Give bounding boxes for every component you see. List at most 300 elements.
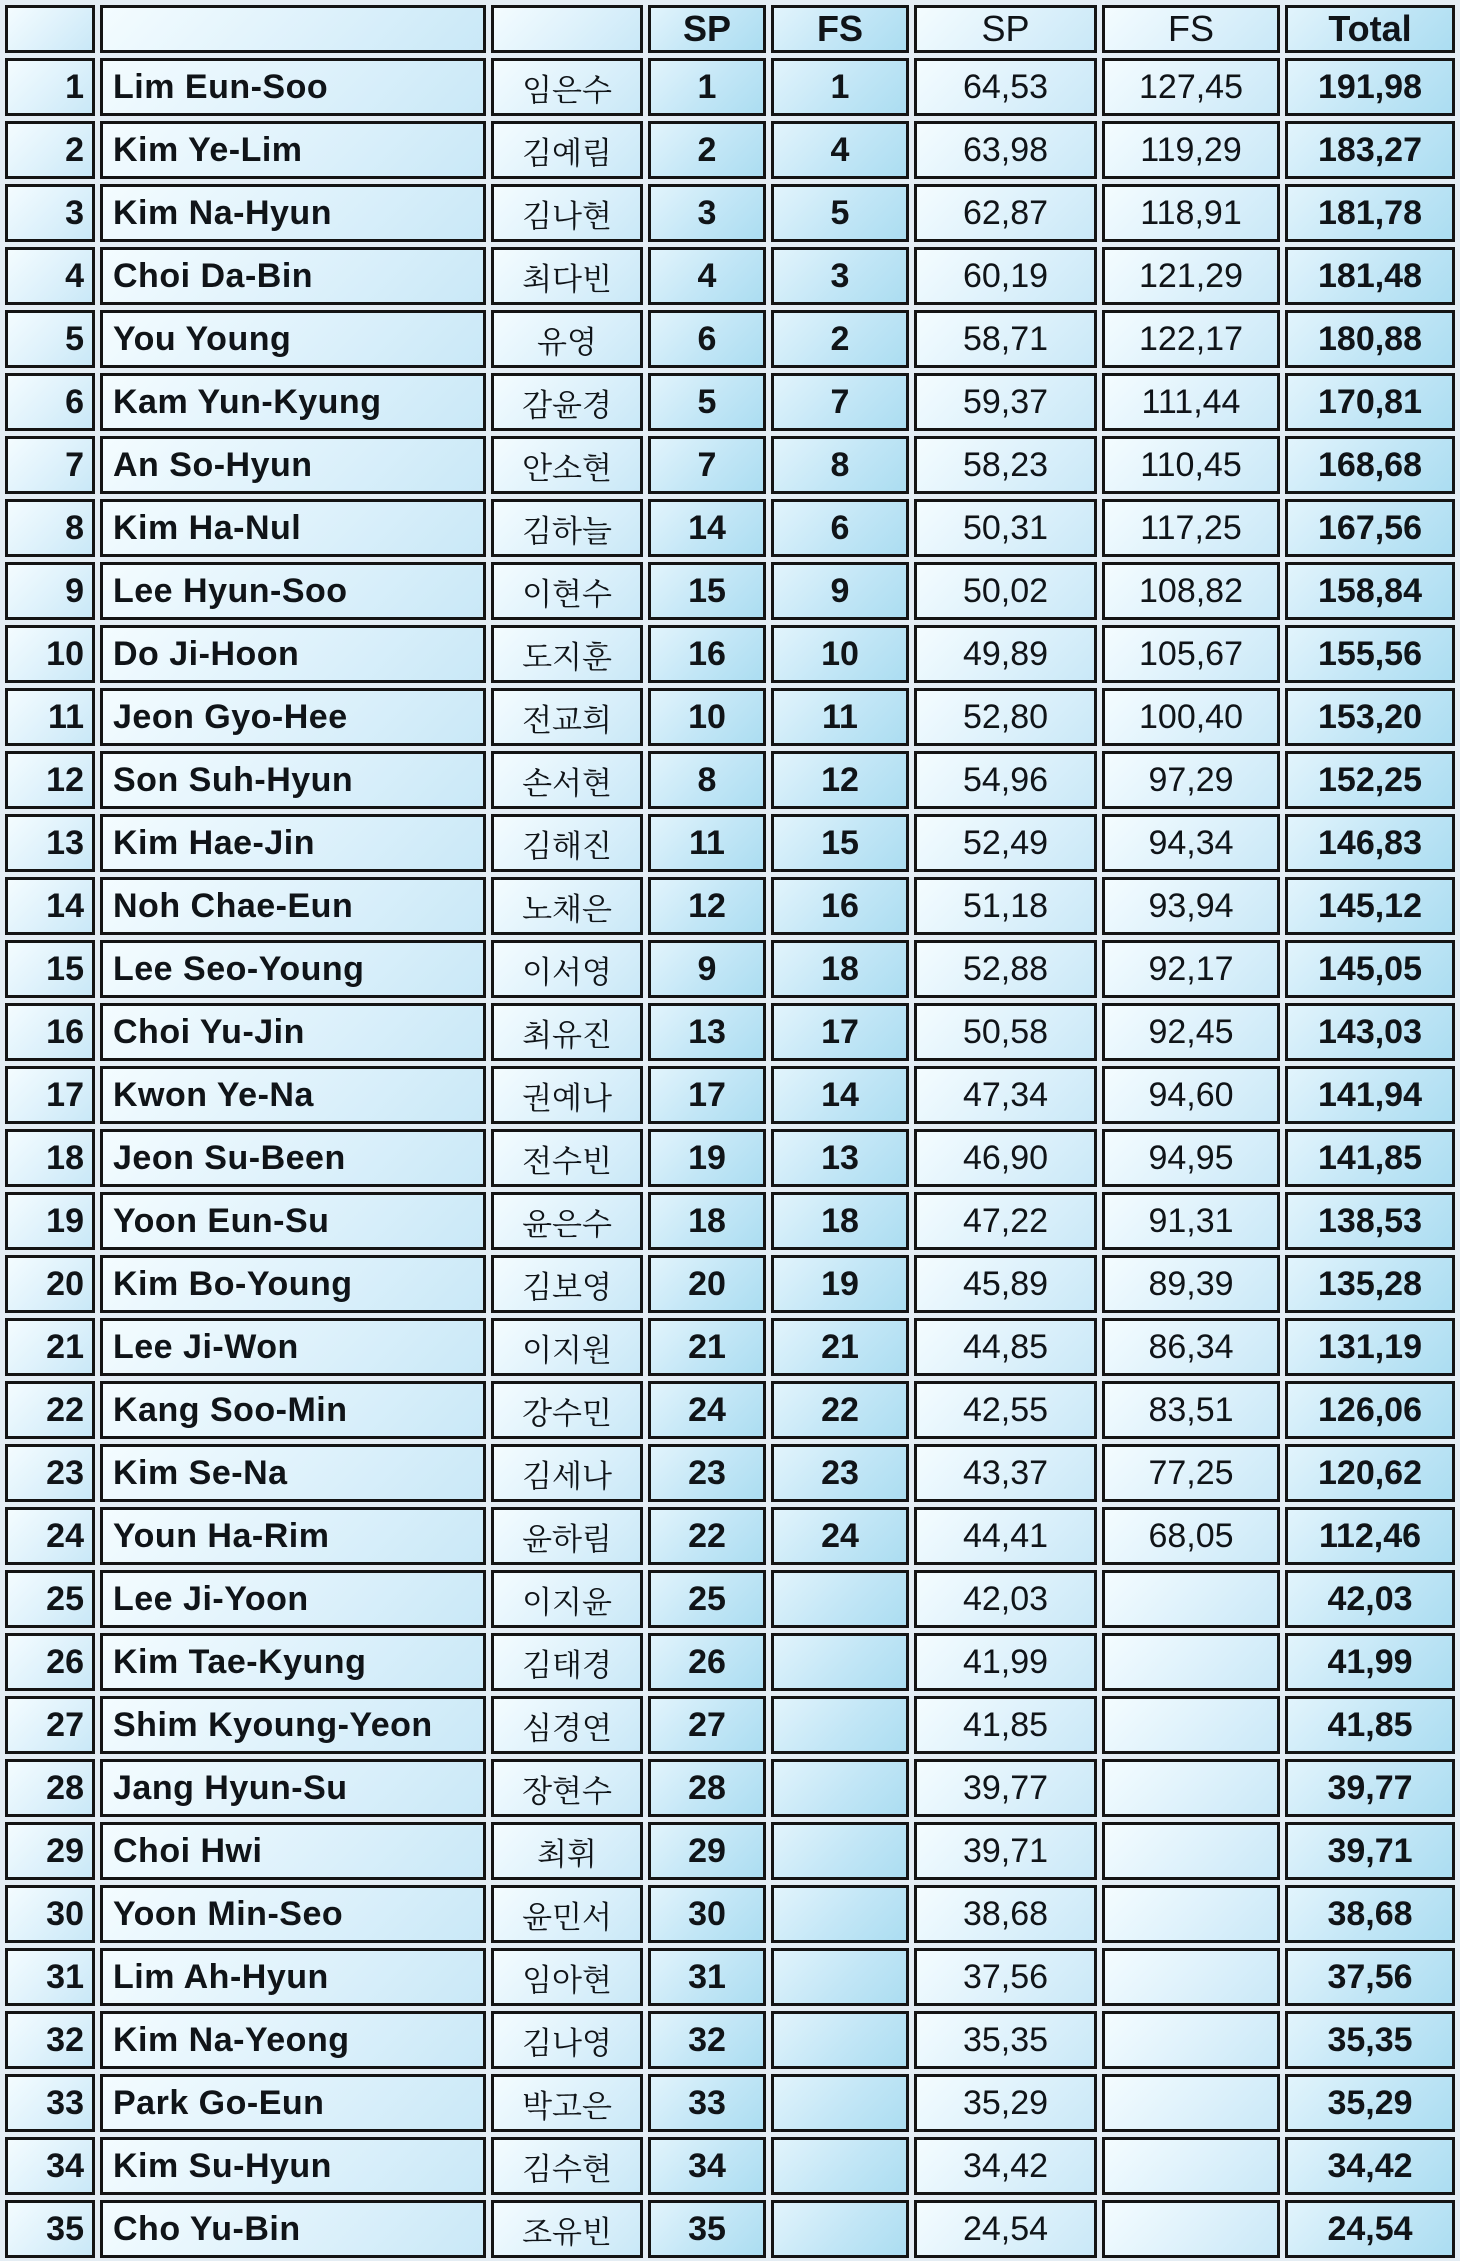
table-row <box>5 1507 1455 1565</box>
cell-sp-rank: 33 <box>648 2074 766 2132</box>
cell-fs-rank <box>771 2011 909 2069</box>
cell-sp-rank: 17 <box>648 1066 766 1124</box>
cell-total: 170,81 <box>1285 373 1455 431</box>
cell-korean-name: 전수빈 <box>491 1129 643 1187</box>
cell-rank: 23 <box>5 1444 95 1502</box>
cell-sp-rank: 1 <box>648 58 766 116</box>
cell-rank: 26 <box>5 1633 95 1691</box>
cell-fs-rank <box>771 2074 909 2132</box>
cell-fs-rank <box>771 1633 909 1691</box>
cell-fs-score <box>1102 2200 1280 2258</box>
cell-total: 42,03 <box>1285 1570 1455 1628</box>
cell-total: 131,19 <box>1285 1318 1455 1376</box>
cell-rank: 18 <box>5 1129 95 1187</box>
cell-rank: 4 <box>5 247 95 305</box>
cell-sp-score: 51,18 <box>914 877 1097 935</box>
table-row <box>5 1570 1455 1628</box>
header-fs-score: FS <box>1102 5 1280 53</box>
cell-sp-score: 34,42 <box>914 2137 1097 2195</box>
cell-sp-score: 45,89 <box>914 1255 1097 1313</box>
cell-korean-name: 손서현 <box>491 751 643 809</box>
cell-name: You Young <box>100 310 486 368</box>
cell-rank: 17 <box>5 1066 95 1124</box>
cell-sp-rank: 15 <box>648 562 766 620</box>
cell-sp-score: 58,23 <box>914 436 1097 494</box>
cell-sp-score: 35,35 <box>914 2011 1097 2069</box>
cell-name: Jeon Gyo-Hee <box>100 688 486 746</box>
cell-sp-rank: 26 <box>648 1633 766 1691</box>
cell-sp-score: 62,87 <box>914 184 1097 242</box>
table-row <box>5 247 1455 305</box>
cell-name: Lee Hyun-Soo <box>100 562 486 620</box>
cell-sp-rank: 9 <box>648 940 766 998</box>
cell-sp-score: 50,31 <box>914 499 1097 557</box>
cell-fs-rank: 9 <box>771 562 909 620</box>
cell-korean-name: 최다빈 <box>491 247 643 305</box>
cell-name: Kam Yun-Kyung <box>100 373 486 431</box>
cell-fs-score <box>1102 1696 1280 1754</box>
table-header <box>5 5 1455 53</box>
cell-total: 152,25 <box>1285 751 1455 809</box>
cell-fs-rank: 18 <box>771 1192 909 1250</box>
cell-sp-rank: 16 <box>648 625 766 683</box>
cell-sp-rank: 20 <box>648 1255 766 1313</box>
table-row <box>5 814 1455 872</box>
cell-name: Choi Hwi <box>100 1822 486 1880</box>
cell-sp-rank: 31 <box>648 1948 766 2006</box>
cell-name: Kim Na-Yeong <box>100 2011 486 2069</box>
cell-total: 167,56 <box>1285 499 1455 557</box>
cell-fs-score: 100,40 <box>1102 688 1280 746</box>
cell-rank: 6 <box>5 373 95 431</box>
cell-korean-name: 김세나 <box>491 1444 643 1502</box>
cell-sp-score: 42,03 <box>914 1570 1097 1628</box>
cell-rank: 1 <box>5 58 95 116</box>
cell-fs-rank: 1 <box>771 58 909 116</box>
cell-sp-rank: 27 <box>648 1696 766 1754</box>
cell-name: Lim Eun-Soo <box>100 58 486 116</box>
cell-name: Kim Hae-Jin <box>100 814 486 872</box>
cell-sp-rank: 5 <box>648 373 766 431</box>
cell-total: 35,35 <box>1285 2011 1455 2069</box>
cell-fs-rank: 6 <box>771 499 909 557</box>
table-row <box>5 1885 1455 1943</box>
cell-sp-rank: 12 <box>648 877 766 935</box>
cell-fs-rank: 18 <box>771 940 909 998</box>
cell-fs-score <box>1102 1822 1280 1880</box>
cell-sp-score: 47,34 <box>914 1066 1097 1124</box>
cell-rank: 34 <box>5 2137 95 2195</box>
cell-fs-score: 89,39 <box>1102 1255 1280 1313</box>
table-row <box>5 1318 1455 1376</box>
cell-sp-score: 59,37 <box>914 373 1097 431</box>
cell-sp-score: 35,29 <box>914 2074 1097 2132</box>
cell-rank: 3 <box>5 184 95 242</box>
cell-rank: 25 <box>5 1570 95 1628</box>
cell-korean-name: 김보영 <box>491 1255 643 1313</box>
table-row <box>5 121 1455 179</box>
table-row <box>5 877 1455 935</box>
cell-name: Kim Ye-Lim <box>100 121 486 179</box>
cell-total: 181,48 <box>1285 247 1455 305</box>
cell-korean-name: 강수민 <box>491 1381 643 1439</box>
cell-fs-score: 94,34 <box>1102 814 1280 872</box>
cell-rank: 19 <box>5 1192 95 1250</box>
table-row <box>5 751 1455 809</box>
cell-rank: 14 <box>5 877 95 935</box>
cell-korean-name: 도지훈 <box>491 625 643 683</box>
cell-fs-score: 117,25 <box>1102 499 1280 557</box>
cell-fs-score <box>1102 2137 1280 2195</box>
cell-sp-rank: 3 <box>648 184 766 242</box>
table-row <box>5 1948 1455 2006</box>
cell-rank: 9 <box>5 562 95 620</box>
cell-fs-score: 77,25 <box>1102 1444 1280 1502</box>
cell-korean-name: 이지윤 <box>491 1570 643 1628</box>
table-row <box>5 1444 1455 1502</box>
cell-rank: 27 <box>5 1696 95 1754</box>
cell-total: 191,98 <box>1285 58 1455 116</box>
cell-rank: 33 <box>5 2074 95 2132</box>
cell-korean-name: 임아현 <box>491 1948 643 2006</box>
table-row <box>5 1129 1455 1187</box>
cell-sp-rank: 24 <box>648 1381 766 1439</box>
cell-total: 155,56 <box>1285 625 1455 683</box>
cell-rank: 30 <box>5 1885 95 1943</box>
cell-rank: 5 <box>5 310 95 368</box>
cell-fs-rank <box>771 1570 909 1628</box>
cell-total: 41,99 <box>1285 1633 1455 1691</box>
cell-fs-rank: 4 <box>771 121 909 179</box>
cell-total: 145,05 <box>1285 940 1455 998</box>
cell-fs-rank: 5 <box>771 184 909 242</box>
table-row <box>5 1255 1455 1313</box>
cell-total: 168,68 <box>1285 436 1455 494</box>
cell-sp-rank: 25 <box>648 1570 766 1628</box>
cell-total: 143,03 <box>1285 1003 1455 1061</box>
cell-korean-name: 윤민서 <box>491 1885 643 1943</box>
cell-name: Lee Ji-Yoon <box>100 1570 486 1628</box>
cell-rank: 11 <box>5 688 95 746</box>
cell-rank: 8 <box>5 499 95 557</box>
cell-sp-score: 43,37 <box>914 1444 1097 1502</box>
cell-rank: 32 <box>5 2011 95 2069</box>
cell-fs-score: 122,17 <box>1102 310 1280 368</box>
cell-fs-rank <box>771 2200 909 2258</box>
cell-fs-score <box>1102 1948 1280 2006</box>
table-row <box>5 1066 1455 1124</box>
cell-rank: 7 <box>5 436 95 494</box>
cell-total: 24,54 <box>1285 2200 1455 2258</box>
cell-korean-name: 조유빈 <box>491 2200 643 2258</box>
table-row <box>5 1192 1455 1250</box>
cell-name: Son Suh-Hyun <box>100 751 486 809</box>
cell-korean-name: 윤은수 <box>491 1192 643 1250</box>
cell-fs-score: 94,60 <box>1102 1066 1280 1124</box>
cell-fs-rank <box>771 1948 909 2006</box>
cell-rank: 22 <box>5 1381 95 1439</box>
cell-name: Shim Kyoung-Yeon <box>100 1696 486 1754</box>
cell-korean-name: 권예나 <box>491 1066 643 1124</box>
cell-korean-name: 김나현 <box>491 184 643 242</box>
cell-name: Kim Na-Hyun <box>100 184 486 242</box>
header-sp-score: SP <box>914 5 1097 53</box>
cell-total: 158,84 <box>1285 562 1455 620</box>
table-row <box>5 499 1455 557</box>
cell-fs-score: 83,51 <box>1102 1381 1280 1439</box>
table-row <box>5 940 1455 998</box>
cell-sp-score: 60,19 <box>914 247 1097 305</box>
cell-fs-score: 86,34 <box>1102 1318 1280 1376</box>
cell-sp-score: 44,85 <box>914 1318 1097 1376</box>
cell-total: 120,62 <box>1285 1444 1455 1502</box>
cell-rank: 12 <box>5 751 95 809</box>
cell-sp-rank: 14 <box>648 499 766 557</box>
cell-fs-score <box>1102 1570 1280 1628</box>
cell-name: Cho Yu-Bin <box>100 2200 486 2258</box>
cell-sp-rank: 22 <box>648 1507 766 1565</box>
cell-fs-rank: 17 <box>771 1003 909 1061</box>
cell-name: Yoon Eun-Su <box>100 1192 486 1250</box>
cell-fs-score: 127,45 <box>1102 58 1280 116</box>
cell-fs-score: 97,29 <box>1102 751 1280 809</box>
table-row <box>5 1696 1455 1754</box>
cell-name: Choi Yu-Jin <box>100 1003 486 1061</box>
cell-fs-score: 110,45 <box>1102 436 1280 494</box>
cell-sp-score: 52,80 <box>914 688 1097 746</box>
table-body <box>5 58 1455 2258</box>
cell-rank: 16 <box>5 1003 95 1061</box>
cell-rank: 24 <box>5 1507 95 1565</box>
cell-korean-name: 심경연 <box>491 1696 643 1754</box>
cell-fs-score: 111,44 <box>1102 373 1280 431</box>
cell-sp-rank: 4 <box>648 247 766 305</box>
header-row <box>5 5 1455 53</box>
cell-sp-rank: 21 <box>648 1318 766 1376</box>
cell-sp-score: 54,96 <box>914 751 1097 809</box>
cell-total: 126,06 <box>1285 1381 1455 1439</box>
cell-total: 39,77 <box>1285 1759 1455 1817</box>
cell-sp-rank: 8 <box>648 751 766 809</box>
table-row <box>5 2137 1455 2195</box>
cell-sp-rank: 35 <box>648 2200 766 2258</box>
cell-korean-name: 전교희 <box>491 688 643 746</box>
cell-korean-name: 안소현 <box>491 436 643 494</box>
cell-fs-rank <box>771 1696 909 1754</box>
cell-korean-name: 김나영 <box>491 2011 643 2069</box>
header-total: Total <box>1285 5 1455 53</box>
cell-sp-rank: 11 <box>648 814 766 872</box>
cell-fs-rank: 10 <box>771 625 909 683</box>
header-rank <box>5 5 95 53</box>
table-row <box>5 2011 1455 2069</box>
cell-korean-name: 임은수 <box>491 58 643 116</box>
header-fs-rank: FS <box>771 5 909 53</box>
header-sp-rank: SP <box>648 5 766 53</box>
cell-fs-score: 119,29 <box>1102 121 1280 179</box>
table-row <box>5 184 1455 242</box>
cell-name: Youn Ha-Rim <box>100 1507 486 1565</box>
cell-sp-score: 44,41 <box>914 1507 1097 1565</box>
cell-korean-name: 이서영 <box>491 940 643 998</box>
cell-fs-rank: 21 <box>771 1318 909 1376</box>
cell-korean-name: 최유진 <box>491 1003 643 1061</box>
cell-name: Lee Seo-Young <box>100 940 486 998</box>
cell-fs-score <box>1102 1759 1280 1817</box>
cell-korean-name: 김예림 <box>491 121 643 179</box>
cell-fs-rank <box>771 1885 909 1943</box>
cell-korean-name: 김수현 <box>491 2137 643 2195</box>
cell-rank: 28 <box>5 1759 95 1817</box>
cell-sp-score: 47,22 <box>914 1192 1097 1250</box>
cell-name: Noh Chae-Eun <box>100 877 486 935</box>
cell-sp-rank: 34 <box>648 2137 766 2195</box>
cell-total: 181,78 <box>1285 184 1455 242</box>
cell-rank: 21 <box>5 1318 95 1376</box>
cell-sp-score: 58,71 <box>914 310 1097 368</box>
cell-name: Lim Ah-Hyun <box>100 1948 486 2006</box>
cell-fs-rank: 8 <box>771 436 909 494</box>
cell-total: 138,53 <box>1285 1192 1455 1250</box>
cell-name: Kwon Ye-Na <box>100 1066 486 1124</box>
cell-total: 146,83 <box>1285 814 1455 872</box>
cell-korean-name: 감윤경 <box>491 373 643 431</box>
cell-sp-score: 41,85 <box>914 1696 1097 1754</box>
table-row <box>5 2074 1455 2132</box>
cell-fs-rank: 12 <box>771 751 909 809</box>
cell-fs-score: 94,95 <box>1102 1129 1280 1187</box>
table-row <box>5 1759 1455 1817</box>
cell-fs-rank: 24 <box>771 1507 909 1565</box>
cell-total: 35,29 <box>1285 2074 1455 2132</box>
cell-fs-rank: 3 <box>771 247 909 305</box>
cell-total: 112,46 <box>1285 1507 1455 1565</box>
cell-rank: 15 <box>5 940 95 998</box>
cell-sp-score: 39,77 <box>914 1759 1097 1817</box>
table-row <box>5 688 1455 746</box>
cell-sp-score: 46,90 <box>914 1129 1097 1187</box>
cell-fs-score <box>1102 2011 1280 2069</box>
cell-sp-score: 38,68 <box>914 1885 1097 1943</box>
cell-name: Yoon Min-Seo <box>100 1885 486 1943</box>
table-row <box>5 373 1455 431</box>
cell-korean-name: 유영 <box>491 310 643 368</box>
table-row <box>5 1633 1455 1691</box>
cell-korean-name: 노채은 <box>491 877 643 935</box>
cell-korean-name: 김태경 <box>491 1633 643 1691</box>
cell-fs-score: 93,94 <box>1102 877 1280 935</box>
cell-fs-rank: 22 <box>771 1381 909 1439</box>
cell-total: 153,20 <box>1285 688 1455 746</box>
cell-sp-score: 42,55 <box>914 1381 1097 1439</box>
cell-korean-name: 이현수 <box>491 562 643 620</box>
cell-sp-score: 50,02 <box>914 562 1097 620</box>
cell-sp-score: 49,89 <box>914 625 1097 683</box>
cell-fs-score: 68,05 <box>1102 1507 1280 1565</box>
cell-name: Jang Hyun-Su <box>100 1759 486 1817</box>
cell-fs-rank: 2 <box>771 310 909 368</box>
cell-sp-rank: 23 <box>648 1444 766 1502</box>
cell-total: 141,85 <box>1285 1129 1455 1187</box>
cell-sp-rank: 30 <box>648 1885 766 1943</box>
cell-name: Kim Tae-Kyung <box>100 1633 486 1691</box>
cell-rank: 35 <box>5 2200 95 2258</box>
cell-fs-score <box>1102 1885 1280 1943</box>
cell-name: Choi Da-Bin <box>100 247 486 305</box>
cell-fs-rank: 16 <box>771 877 909 935</box>
cell-total: 135,28 <box>1285 1255 1455 1313</box>
cell-total: 34,42 <box>1285 2137 1455 2195</box>
cell-rank: 20 <box>5 1255 95 1313</box>
cell-sp-rank: 32 <box>648 2011 766 2069</box>
cell-korean-name: 장현수 <box>491 1759 643 1817</box>
cell-name: Kim Se-Na <box>100 1444 486 1502</box>
cell-name: Do Ji-Hoon <box>100 625 486 683</box>
cell-total: 37,56 <box>1285 1948 1455 2006</box>
cell-fs-score: 92,45 <box>1102 1003 1280 1061</box>
cell-total: 180,88 <box>1285 310 1455 368</box>
cell-fs-score: 118,91 <box>1102 184 1280 242</box>
cell-fs-score: 91,31 <box>1102 1192 1280 1250</box>
cell-korean-name: 김해진 <box>491 814 643 872</box>
cell-korean-name: 이지원 <box>491 1318 643 1376</box>
cell-name: Kang Soo-Min <box>100 1381 486 1439</box>
cell-sp-rank: 2 <box>648 121 766 179</box>
cell-fs-score: 121,29 <box>1102 247 1280 305</box>
cell-fs-score: 105,67 <box>1102 625 1280 683</box>
cell-fs-rank: 11 <box>771 688 909 746</box>
cell-fs-rank: 23 <box>771 1444 909 1502</box>
table-row <box>5 1822 1455 1880</box>
cell-korean-name: 윤하림 <box>491 1507 643 1565</box>
cell-fs-rank <box>771 2137 909 2195</box>
cell-sp-rank: 10 <box>648 688 766 746</box>
cell-sp-score: 52,88 <box>914 940 1097 998</box>
cell-fs-rank: 15 <box>771 814 909 872</box>
cell-name: Park Go-Eun <box>100 2074 486 2132</box>
cell-sp-score: 52,49 <box>914 814 1097 872</box>
cell-fs-rank: 19 <box>771 1255 909 1313</box>
cell-name: Kim Su-Hyun <box>100 2137 486 2195</box>
cell-sp-rank: 6 <box>648 310 766 368</box>
cell-name: An So-Hyun <box>100 436 486 494</box>
table-row <box>5 436 1455 494</box>
cell-fs-score <box>1102 2074 1280 2132</box>
table-row <box>5 562 1455 620</box>
cell-rank: 31 <box>5 1948 95 2006</box>
cell-korean-name: 김하늘 <box>491 499 643 557</box>
cell-korean-name: 최휘 <box>491 1822 643 1880</box>
cell-fs-rank <box>771 1759 909 1817</box>
header-korean-name <box>491 5 643 53</box>
table-row <box>5 625 1455 683</box>
cell-sp-rank: 13 <box>648 1003 766 1061</box>
cell-total: 183,27 <box>1285 121 1455 179</box>
cell-fs-rank <box>771 1822 909 1880</box>
cell-sp-rank: 28 <box>648 1759 766 1817</box>
cell-fs-score: 108,82 <box>1102 562 1280 620</box>
cell-name: Kim Ha-Nul <box>100 499 486 557</box>
cell-fs-rank: 14 <box>771 1066 909 1124</box>
cell-sp-score: 64,53 <box>914 58 1097 116</box>
cell-rank: 13 <box>5 814 95 872</box>
cell-sp-score: 24,54 <box>914 2200 1097 2258</box>
cell-sp-score: 37,56 <box>914 1948 1097 2006</box>
cell-sp-score: 63,98 <box>914 121 1097 179</box>
cell-sp-rank: 29 <box>648 1822 766 1880</box>
cell-sp-rank: 18 <box>648 1192 766 1250</box>
cell-total: 38,68 <box>1285 1885 1455 1943</box>
